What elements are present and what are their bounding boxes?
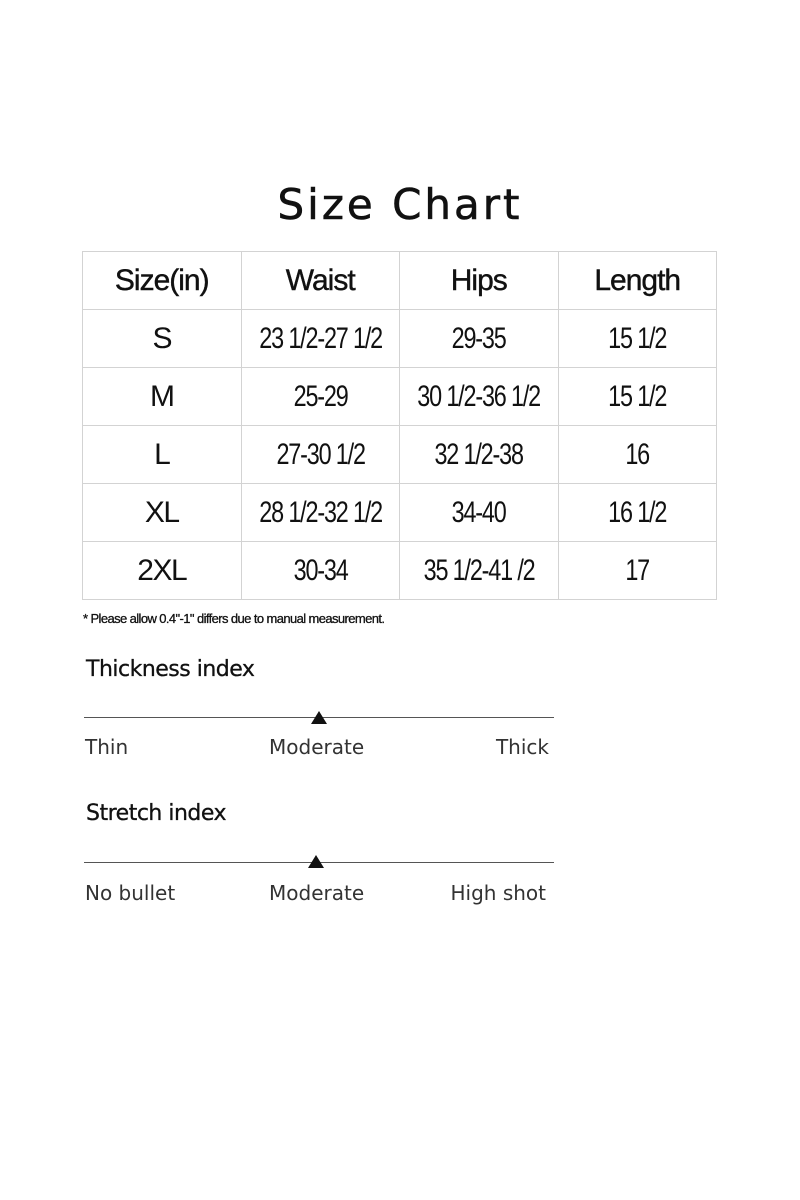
column-header-size: Size(in) <box>83 252 242 310</box>
size-table <box>82 251 717 600</box>
waist-cell <box>241 484 400 542</box>
thickness-label-high: Thick <box>495 735 549 759</box>
length-cell <box>558 426 717 484</box>
stretch-label-high: High shot <box>450 881 546 905</box>
stretch-label-low: No bullet <box>85 881 176 905</box>
length-value: 15 1/2 <box>608 321 667 355</box>
length-cell <box>558 542 717 600</box>
hips-value: 34-40 <box>451 495 506 529</box>
length-value: 15 1/2 <box>608 379 667 413</box>
hips-cell <box>400 484 559 542</box>
hips-value: 29-35 <box>451 321 506 355</box>
table-row <box>83 542 717 600</box>
size-cell: L <box>83 426 242 484</box>
length-cell <box>558 368 717 426</box>
hips-value: 30 1/2-36 1/2 <box>417 379 541 413</box>
column-header-hips: Hips <box>400 252 559 310</box>
hips-cell <box>400 542 559 600</box>
length-value: 16 1/2 <box>608 495 667 529</box>
waist-value: 30-34 <box>293 553 348 587</box>
hips-cell <box>400 310 559 368</box>
waist-value: 27-30 1/2 <box>276 437 365 471</box>
length-cell <box>558 310 717 368</box>
stretch-index-title: Stretch index <box>86 801 227 826</box>
table-row <box>83 368 717 426</box>
thickness-marker-icon <box>311 711 327 724</box>
length-value: 17 <box>625 553 650 587</box>
waist-cell <box>241 310 400 368</box>
table-row <box>83 426 717 484</box>
size-cell: XL <box>83 484 242 542</box>
table-header-row <box>83 252 717 310</box>
column-header-length: Length <box>558 252 717 310</box>
waist-value: 28 1/2-32 1/2 <box>258 495 382 529</box>
table-row <box>83 484 717 542</box>
thickness-index-title: Thickness index <box>86 657 255 682</box>
thickness-label-low: Thin <box>85 735 129 759</box>
hips-value: 32 1/2-38 <box>434 437 523 471</box>
stretch-label-mid: Moderate <box>269 881 365 905</box>
hips-cell <box>400 426 559 484</box>
hips-cell <box>400 368 559 426</box>
size-cell: S <box>83 310 242 368</box>
column-header-waist: Waist <box>241 252 400 310</box>
table-row <box>83 310 717 368</box>
hips-value: 35 1/2-41 /2 <box>423 553 535 587</box>
length-cell <box>558 484 717 542</box>
waist-value: 23 1/2-27 1/2 <box>258 321 382 355</box>
waist-cell <box>241 426 400 484</box>
waist-cell <box>241 368 400 426</box>
length-value: 16 <box>625 437 650 471</box>
size-cell: M <box>83 368 242 426</box>
waist-value: 25-29 <box>293 379 348 413</box>
page-title: Size Chart <box>277 180 523 229</box>
waist-cell <box>241 542 400 600</box>
size-cell: 2XL <box>83 542 242 600</box>
measurement-note: * Please allow 0.4"-1" differs due to manual measurement. <box>83 611 385 626</box>
stretch-marker-icon <box>308 855 324 868</box>
thickness-label-mid: Moderate <box>269 735 365 759</box>
